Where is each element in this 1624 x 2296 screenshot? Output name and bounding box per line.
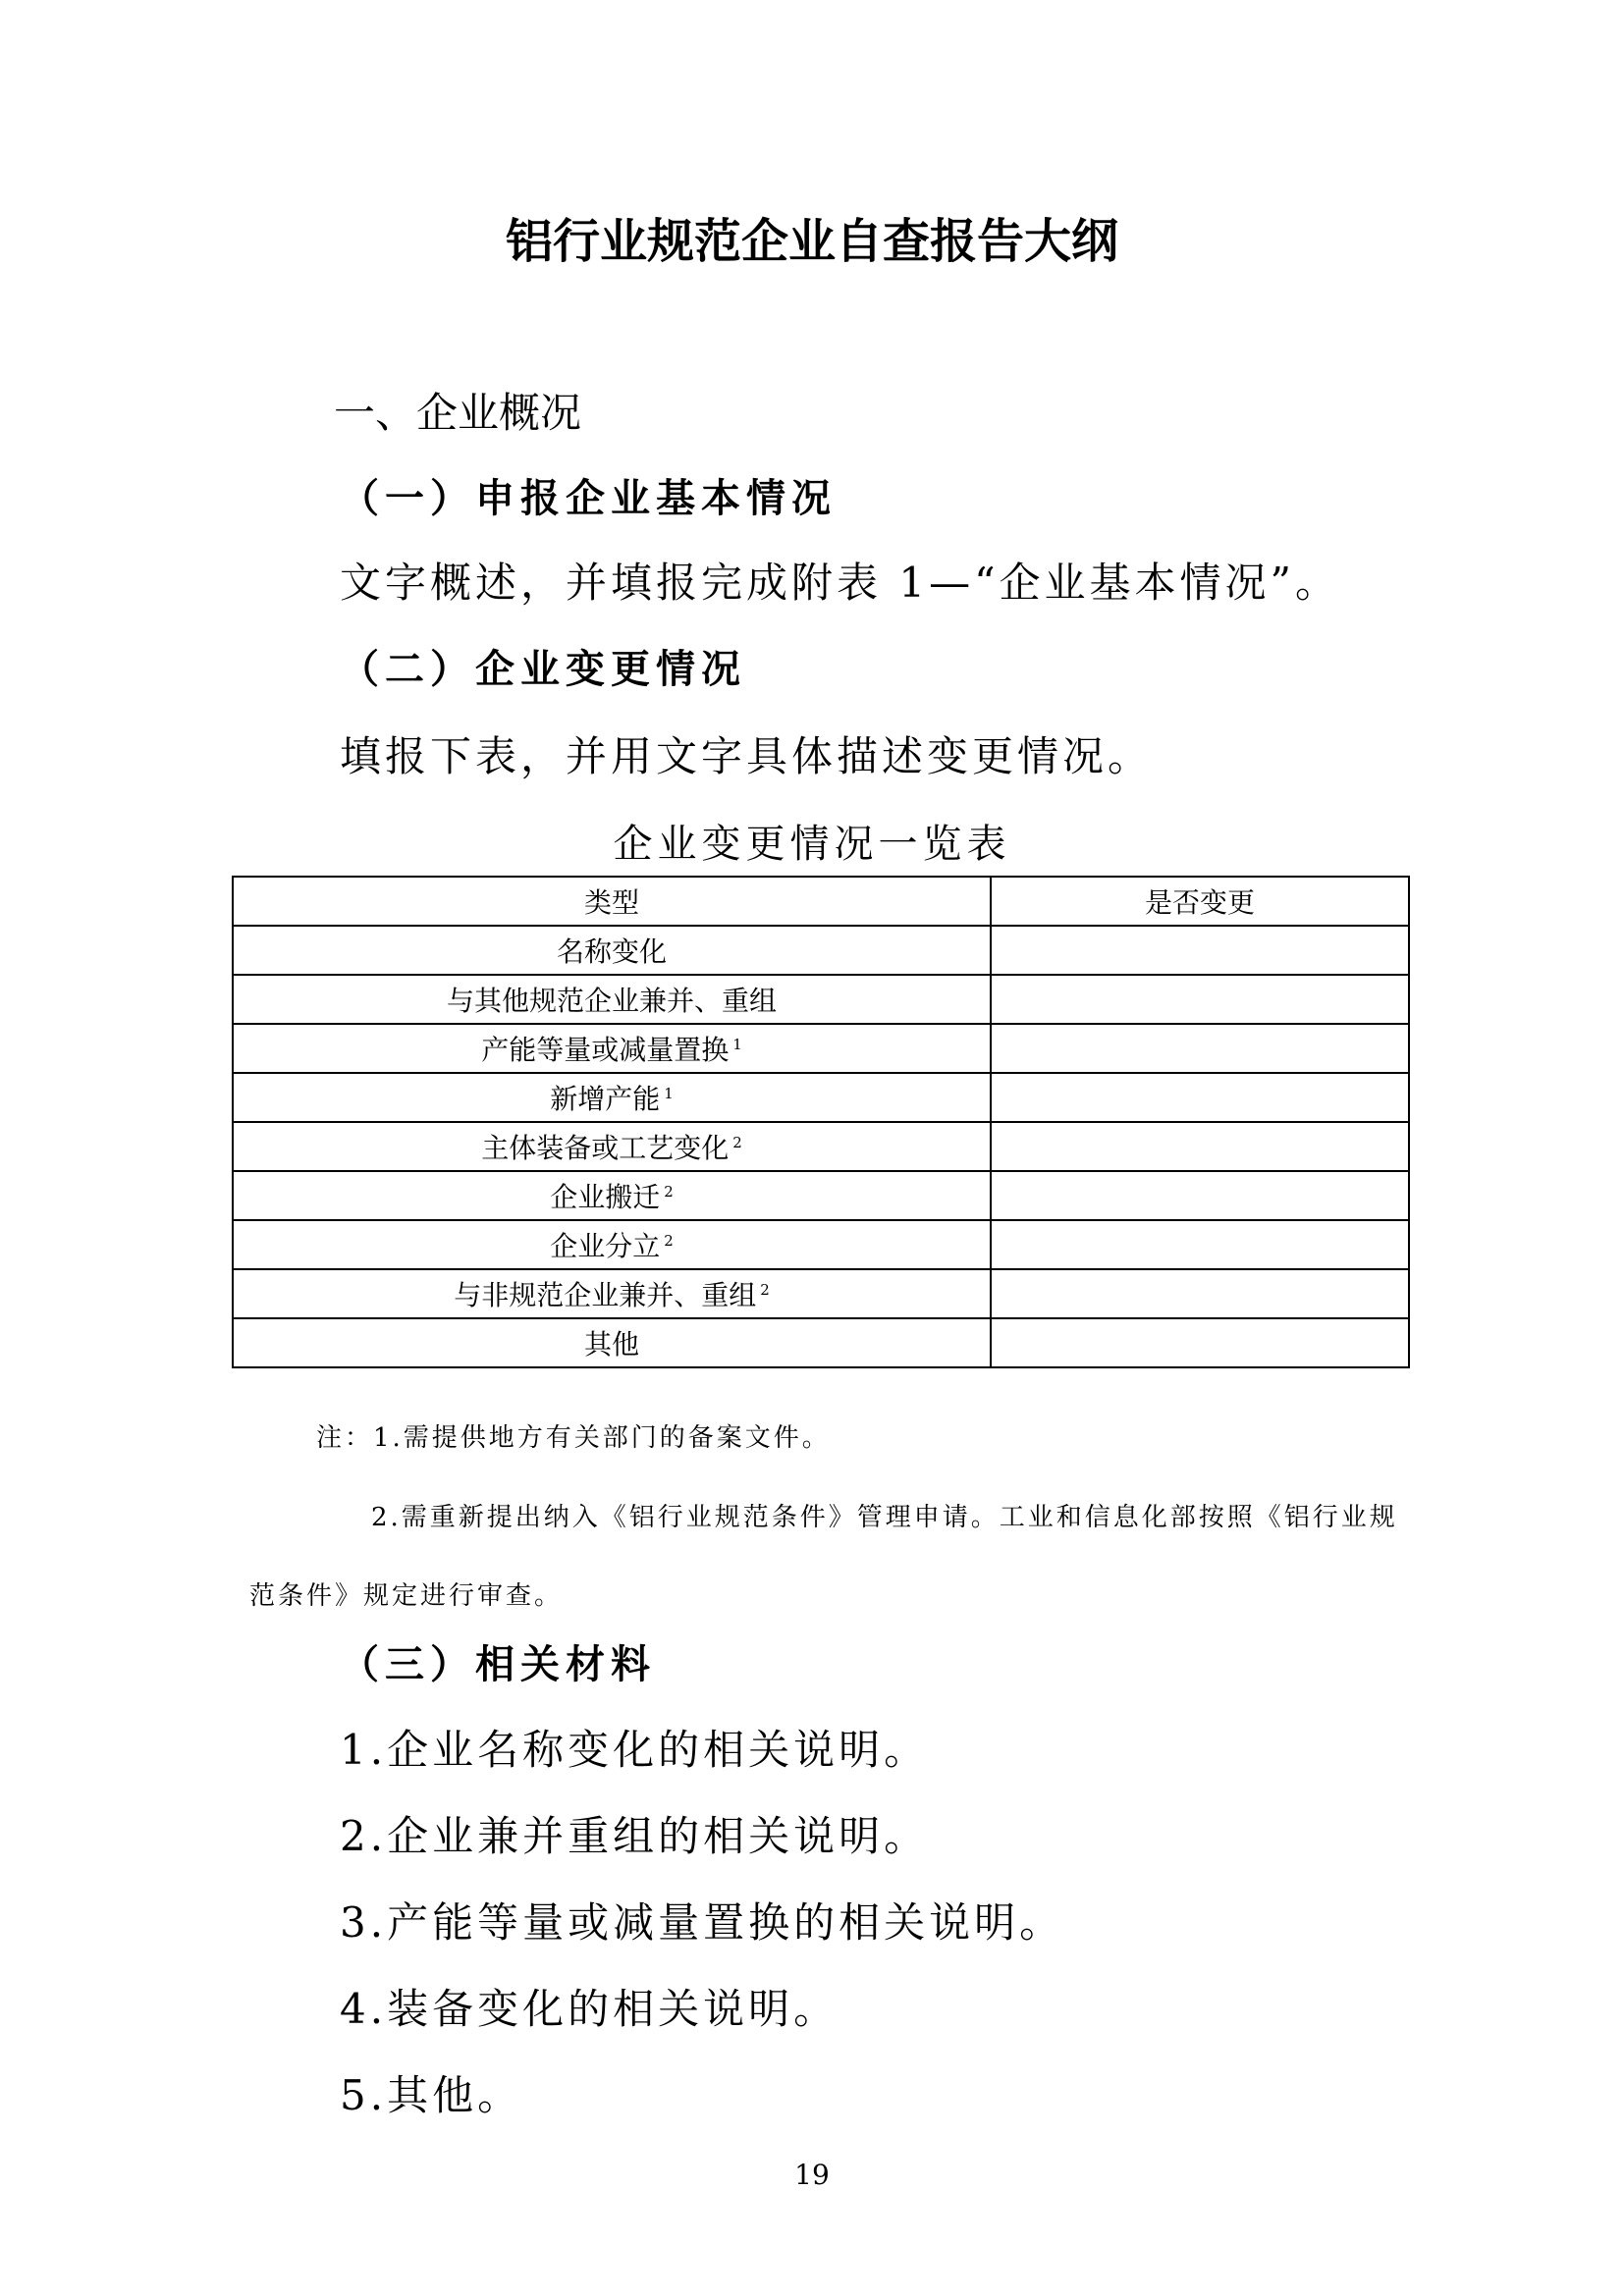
table-row [233, 1122, 1409, 1171]
table-row [233, 1024, 1409, 1073]
cell-type-label: 与其他规范企业兼并、重组 [446, 985, 777, 1017]
material-item-3: 3.产能等量或减量置换的相关说明。 [340, 1898, 1065, 1947]
subsection-heading-basic-info: （一）申报企业基本情况 [340, 475, 837, 521]
change-table [232, 876, 1410, 1368]
page-number: 19 [794, 2159, 830, 2191]
document-title: 铝行业规范企业自查报告大纲 [505, 214, 1118, 269]
cell-type [233, 1024, 991, 1073]
cell-type [233, 1073, 991, 1122]
cell-type [233, 1318, 991, 1367]
footnote-marker: 1 [664, 1085, 674, 1102]
cell-changed[interactable] [991, 926, 1409, 975]
cell-changed[interactable] [991, 1220, 1409, 1269]
footnote-marker: 2 [664, 1183, 674, 1201]
cell-changed[interactable] [991, 1318, 1409, 1367]
cell-changed[interactable] [991, 1269, 1409, 1318]
section-heading-company-overview: 一、企业概况 [334, 389, 582, 437]
cell-type [233, 926, 991, 975]
table-row [233, 926, 1409, 975]
basic-info-text: 文字概述，并填报完成附表 1—“企业基本情况”。 [340, 559, 1341, 607]
header-type: 类型 [233, 877, 991, 926]
cell-type-label: 与非规范企业兼并、重组 [454, 1279, 757, 1311]
material-item-1: 1.企业名称变化的相关说明。 [340, 1726, 930, 1774]
cell-changed[interactable] [991, 1024, 1409, 1073]
changes-text: 填报下表，并用文字具体描述变更情况。 [340, 732, 1154, 780]
cell-type [233, 975, 991, 1024]
cell-changed[interactable] [991, 1122, 1409, 1171]
footnote-marker: 2 [664, 1232, 674, 1250]
table-note-2-line1: 2.需重新提出纳入《铝行业规范条件》管理申请。工业和信息化部按照《铝行业规 [371, 1503, 1398, 1532]
cell-type-label: 名称变化 [556, 935, 667, 968]
cell-changed[interactable] [991, 1171, 1409, 1220]
material-item-4: 4.装备变化的相关说明。 [340, 1985, 839, 2033]
table-note-1: 注：1.需提供地方有关部门的备案文件。 [316, 1423, 831, 1453]
subsection-heading-changes: （二）企业变更情况 [340, 646, 746, 692]
header-changed: 是否变更 [991, 877, 1409, 926]
material-item-5: 5.其他。 [340, 2071, 523, 2119]
table-row [233, 1171, 1409, 1220]
table-row [233, 1318, 1409, 1367]
table-caption: 企业变更情况一览表 [613, 822, 1011, 867]
material-item-2: 2.企业兼并重组的相关说明。 [340, 1812, 930, 1860]
cell-type [233, 1220, 991, 1269]
cell-type-label: 产能等量或减量置换 [481, 1034, 730, 1066]
table-note-2-line2: 范条件》规定进行审查。 [249, 1581, 564, 1611]
cell-type [233, 1171, 991, 1220]
table-row [233, 1073, 1409, 1122]
cell-type [233, 1269, 991, 1318]
cell-type-label: 企业搬迁 [550, 1181, 661, 1213]
table-row [233, 1220, 1409, 1269]
footnote-marker: 1 [732, 1036, 742, 1053]
cell-type-label: 主体装备或工艺变化 [481, 1132, 730, 1164]
table-header-row [233, 877, 1409, 926]
cell-type-label: 其他 [583, 1328, 639, 1361]
cell-changed[interactable] [991, 1073, 1409, 1122]
footnote-marker: 2 [732, 1134, 742, 1151]
cell-changed[interactable] [991, 975, 1409, 1024]
table-row [233, 1269, 1409, 1318]
cell-type-label: 新增产能 [550, 1083, 661, 1115]
footnote-marker: 2 [760, 1281, 770, 1299]
cell-type [233, 1122, 991, 1171]
cell-type-label: 企业分立 [550, 1230, 661, 1262]
table-row [233, 975, 1409, 1024]
subsection-heading-materials: （三）相关材料 [340, 1641, 656, 1687]
